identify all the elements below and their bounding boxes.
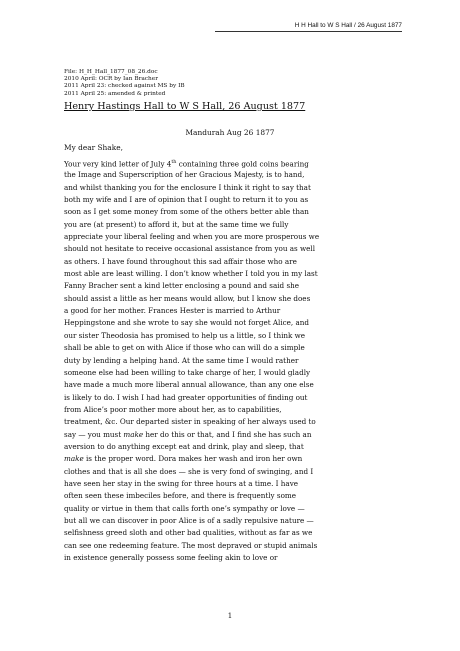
letter-line: you are (at present) to afford it, but at the same time we fully <box>64 219 289 229</box>
letter-line: soon as I get some money from some of the others better able than <box>64 207 309 217</box>
letter-line: both my wife and I are of opinion that I ought to return it to you as <box>64 195 309 205</box>
file-notes <box>64 69 185 98</box>
letter-line: treatment, &c. Our departed sister in speaking of her always used to <box>64 417 316 427</box>
letter-line: often seen these imbeciles before, and there is frequently some <box>64 491 296 501</box>
letter-line: can see one redeeming feature. The most depraved or stupid animals <box>64 540 318 550</box>
header-rule <box>215 31 402 32</box>
letter-line: duty by lending a helping hand. At the same time I would rather <box>64 355 299 365</box>
letter-line: shall be able to get on with Alice if those who can will do a simple <box>64 343 305 353</box>
file-note-line: 2010 April: OCR by Ian Bracher <box>64 76 158 83</box>
letter-line: Heppingstone and she wrote to say she would not forget Alice, and <box>64 318 310 328</box>
letter-line: make is the proper word. Dora makes her wash and iron her own <box>64 454 303 464</box>
letter-line: a good for her mother. Frances Hester is married to Arthur <box>64 306 281 316</box>
letter-line: aversion to do anything except eat and drink, play and sleep, that <box>64 441 304 451</box>
letter-line: someone else had been willing to take charge of her, I would gladly <box>64 367 311 377</box>
letter-line: Fanny Bracher sent a kind letter enclosing a pound and said she <box>64 281 300 291</box>
letter-line: should assist a little as her means would allow, but I know she does <box>64 293 311 303</box>
letter-line: and whilst thanking you for the enclosure I think it right to say that <box>64 182 311 192</box>
letter-line: is likely to do. I wish I had had greater opportunities of finding out <box>64 392 308 402</box>
letter-line: should not hesitate to receive occasional assistance from you as well <box>64 244 316 254</box>
letter-line: as others. I have found throughout this sad affair those who are <box>64 256 297 266</box>
letter-line: quality or virtue in them that calls forth one’s sympathy or love — <box>64 503 305 513</box>
letter-dateline: Mandurah Aug 26 1877 <box>185 128 275 137</box>
letter-line: appreciate your liberal feeling and when you are more prosperous we <box>64 232 320 242</box>
file-note-line: 2011 April 23: checked against MS by IB <box>64 83 185 90</box>
page-number: 1 <box>227 612 233 620</box>
letter-line: have made a much more liberal annual allowance, than any one else <box>64 380 314 390</box>
letter-line: most able are least willing. I don’t know whether I told you in my last <box>64 269 318 279</box>
document-title: Henry Hastings Hall to W S Hall, 26 August 1877 <box>64 101 306 112</box>
letter-line: from Alice’s poor mother more about her, as to capabilities, <box>64 404 282 414</box>
letter-line: the Image and Superscription of her Gracious Majesty, is to hand, <box>64 170 305 180</box>
letter-line: Your very kind letter of July 4th containing three gold coins bearing <box>64 159 309 169</box>
file-note-line: File: H_H_Hall_1877_08_26.doc <box>64 69 158 75</box>
letter-line: but all we can discover in poor Alice is of a sadly repulsive nature — <box>64 515 314 525</box>
file-note-line: 2011 April 25: amended & printed <box>64 90 166 97</box>
letter-line: clothes and that is all she does — she is very fond of swinging, and I <box>64 466 314 476</box>
letter-salutation: My dear Shake, <box>64 143 123 152</box>
running-header: H H Hall to W S Hall / 26 August 1877 <box>294 22 402 29</box>
letter-line: have seen her stay in the swing for three hours at a time. I have <box>64 478 299 488</box>
letter-line: selfishness greed sloth and other bad qualities, without as far as we <box>64 528 313 538</box>
letter-body <box>64 157 404 564</box>
letter-line: our sister Theodosia has promised to help us a little, so I think we <box>64 330 306 340</box>
letter-line: say — you must make her do this or that, and I find she has such an <box>64 429 312 439</box>
letter-line: in existence generally possess some feeling akin to love or <box>64 553 278 562</box>
